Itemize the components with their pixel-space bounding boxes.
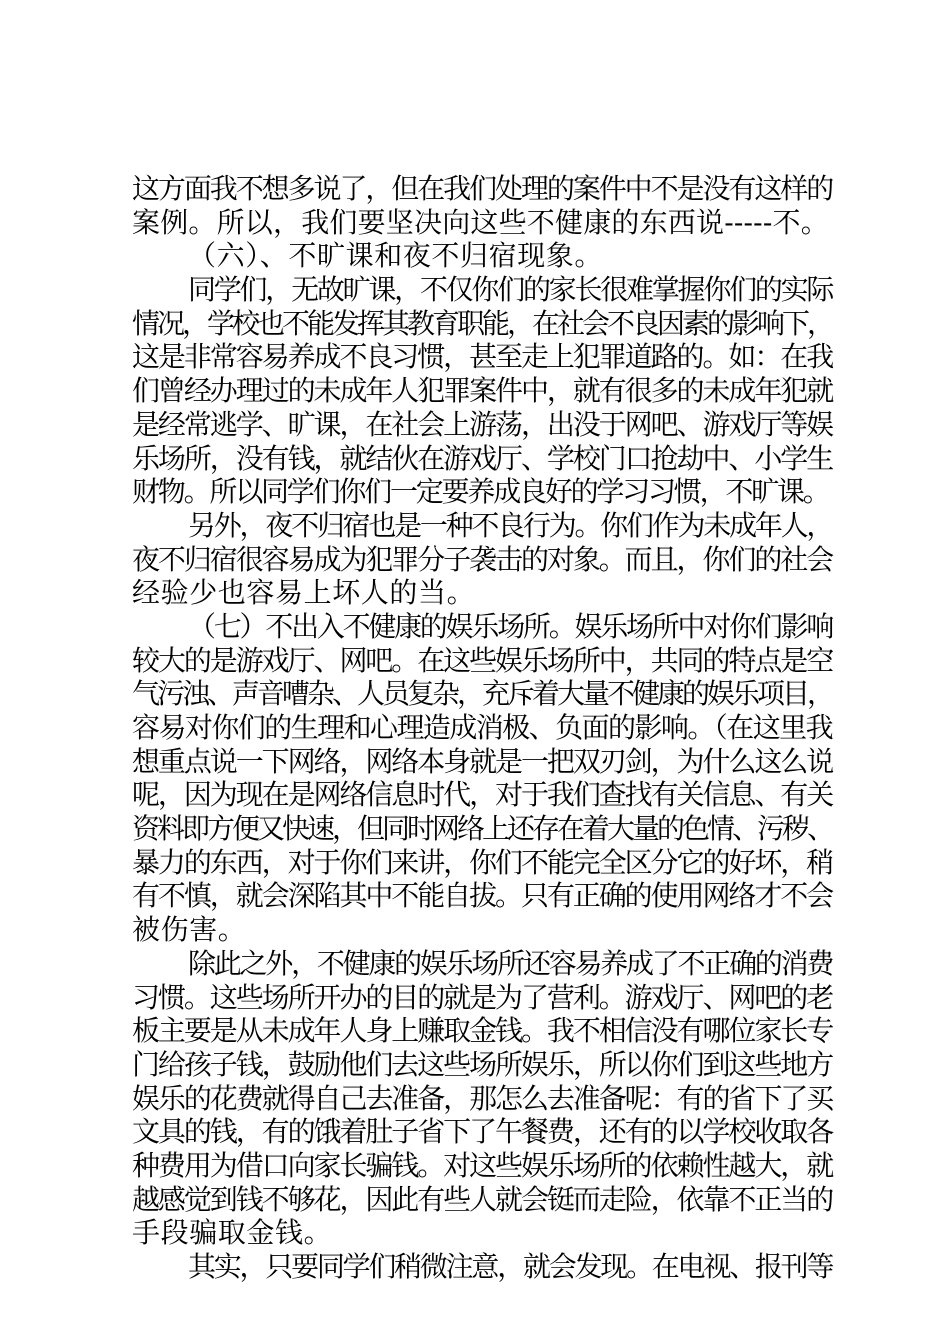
text-line: 资料即方便又快速，但同时网络上还存在着大量的色情、污秽、 (132, 812, 833, 846)
text-line: 案例。所以，我们要坚决向这些不健康的东西说-----不。 (132, 205, 829, 239)
paragraph-first-line: （六）、不旷课和夜不归宿现象。 (188, 239, 604, 273)
text-line: 有不慎，就会深陷其中不能自拔。只有正确的使用网络才不会 (132, 879, 832, 913)
text-line: 这是非常容易养成不良习惯，甚至走上犯罪道路的。如：在我 (132, 340, 832, 374)
text-line: 乐场所，没有钱，就结伙在游戏厅、学校门口抢劫中、小学生 (132, 441, 832, 475)
paragraph-first-line: 另外，夜不归宿也是一种不良行为。你们作为未成年人， (188, 508, 832, 542)
paragraph-first-line: 同学们，无故旷课，不仅你们的家长很难掌握你们的实际 (188, 273, 832, 307)
text-line: 习惯。这些场所开办的目的就是为了营利。游戏厅、网吧的老 (132, 980, 832, 1014)
text-line: 文具的钱，有的饿着肚子省下了午餐费，还有的以学校收取各 (132, 1115, 832, 1149)
paragraph-first-line: 除此之外，不健康的娱乐场所还容易养成了不正确的消费 (188, 946, 832, 980)
text-line: 呢，因为现在是网络信息时代，对于我们查找有关信息、有关 (132, 778, 832, 812)
text-line: 想重点说一下网络，网络本身就是一把双刃剑，为什么这么说 (132, 744, 832, 778)
text-line: 被伤害。 (132, 913, 247, 947)
text-line: 较大的是游戏厅、网吧。在这些娱乐场所中，共同的特点是空 (132, 643, 832, 677)
document-body (132, 172, 832, 1284)
text-line: 手段骗取金钱。 (132, 1216, 333, 1250)
text-line: 越感觉到钱不够花，因此有些人就会铤而走险，依靠不正当的 (132, 1182, 832, 1216)
text-line: 们曾经办理过的未成年人犯罪案件中，就有很多的未成年犯就 (132, 374, 832, 408)
text-line: 是经常逃学、旷课，在社会上游荡，出没于网吧、游戏厅等娱 (132, 407, 832, 441)
text-line: 暴力的东西，对于你们来讲，你们不能完全区分它的好坏，稍 (132, 845, 832, 879)
paragraph-first-line: （七）不出入不健康的娱乐场所。娱乐场所中对你们影响 (188, 609, 832, 643)
text-line: 经验少也容易上坏人的当。 (132, 576, 476, 610)
text-line: 门给孩子钱，鼓励他们去这些场所娱乐，所以你们到这些地方 (132, 1047, 832, 1081)
paragraph-first-line: 其实，只要同学们稍微注意，就会发现。在电视、报刊等 (188, 1250, 832, 1283)
text-line: 种费用为借口向家长骗钱。对这些娱乐场所的依赖性越大，就 (132, 1148, 832, 1182)
text-line: 这方面我不想多说了，但在我们处理的案件中不是没有这样的 (132, 172, 832, 205)
text-line: 气污浊、声音嘈杂、人员复杂，充斥着大量不健康的娱乐项目， (132, 677, 833, 711)
text-line: 情况，学校也不能发挥其教育职能，在社会不良因素的影响下， (132, 306, 833, 340)
text-line: 板主要是从未成年人身上赚取金钱。我不相信没有哪位家长专 (132, 1014, 832, 1048)
text-line: 容易对你们的生理和心理造成消极、负面的影响。（在这里我 (132, 711, 832, 744)
text-line: 娱乐的花费就得自己去准备，那怎么去准备呢：有的省下了买 (132, 1081, 832, 1115)
text-line: 财物。所以同学们你们一定要养成良好的学习习惯，不旷课。 (132, 475, 829, 509)
text-line: 夜不归宿很容易成为犯罪分子袭击的对象。而且，你们的社会 (132, 542, 832, 576)
